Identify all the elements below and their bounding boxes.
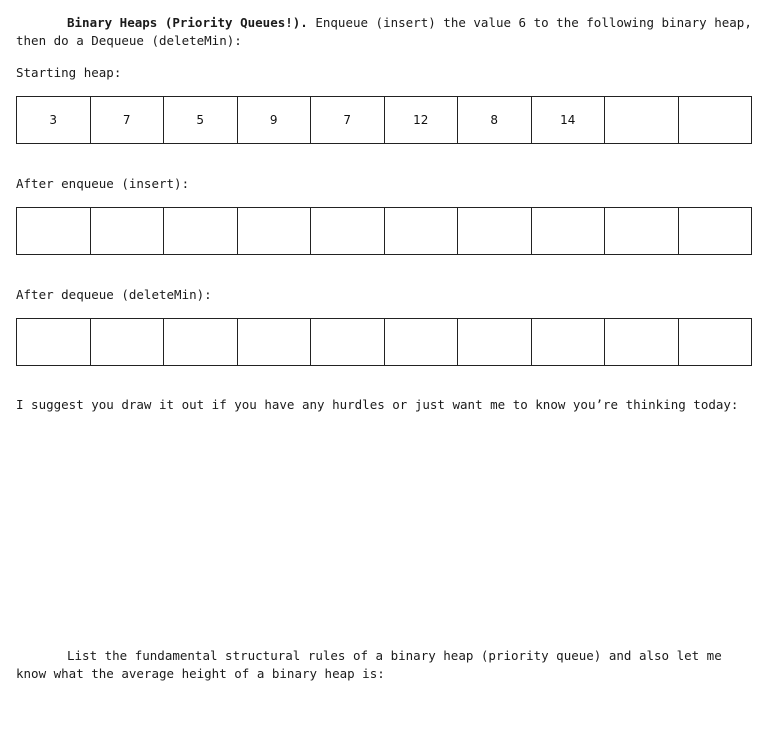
heap-answer-cell[interactable] xyxy=(91,208,165,254)
question-1-title: Binary Heaps (Priority Queues!). xyxy=(67,15,308,30)
question-1-text: Enqueue (insert) the value 6 to the following binary heap, xyxy=(307,15,752,30)
heap-answer-cell[interactable] xyxy=(532,319,606,365)
after-dequeue-array[interactable] xyxy=(16,318,752,366)
starting-heap-array xyxy=(16,96,752,144)
heap-answer-cell[interactable] xyxy=(532,208,606,254)
heap-answer-cell[interactable] xyxy=(679,319,752,365)
question-2-text: List the fundamental structural rules of a binary heap (priority queue) and also let me xyxy=(67,648,722,663)
question-1-prompt xyxy=(16,14,756,50)
heap-answer-cell[interactable] xyxy=(605,319,679,365)
heap-answer-cell[interactable] xyxy=(458,319,532,365)
heap-cell: 14 xyxy=(532,97,606,143)
heap-cell: 5 xyxy=(164,97,238,143)
heap-cell: 8 xyxy=(458,97,532,143)
heap-cell: 9 xyxy=(238,97,312,143)
heap-cell: 3 xyxy=(17,97,91,143)
heap-cell: 7 xyxy=(311,97,385,143)
after-dequeue-label: After dequeue (deleteMin): xyxy=(16,287,212,302)
question-2-prompt xyxy=(16,647,756,683)
heap-answer-cell[interactable] xyxy=(238,319,312,365)
question-1-text-line2: then do a Dequeue (deleteMin): xyxy=(16,33,242,48)
heap-answer-cell[interactable] xyxy=(385,319,459,365)
heap-answer-cell[interactable] xyxy=(238,208,312,254)
heap-answer-cell[interactable] xyxy=(385,208,459,254)
heap-answer-cell[interactable] xyxy=(164,208,238,254)
heap-cell xyxy=(605,97,679,143)
heap-answer-cell[interactable] xyxy=(311,319,385,365)
after-enqueue-label: After enqueue (insert): xyxy=(16,176,190,191)
heap-answer-cell[interactable] xyxy=(311,208,385,254)
heap-answer-cell[interactable] xyxy=(164,319,238,365)
heap-answer-cell[interactable] xyxy=(91,319,165,365)
question-2-text-line2: know what the average height of a binary heap is: xyxy=(16,666,385,681)
heap-answer-cell[interactable] xyxy=(458,208,532,254)
suggestion-text: I suggest you draw it out if you have any hurdles or just want me to know you’re thinking today: xyxy=(16,397,739,412)
heap-answer-cell[interactable] xyxy=(17,319,91,365)
heap-cell: 7 xyxy=(91,97,165,143)
heap-cell: 12 xyxy=(385,97,459,143)
after-enqueue-array[interactable] xyxy=(16,207,752,255)
heap-answer-cell[interactable] xyxy=(17,208,91,254)
heap-cell xyxy=(679,97,752,143)
heap-answer-cell[interactable] xyxy=(679,208,752,254)
starting-heap-label: Starting heap: xyxy=(16,65,122,80)
heap-answer-cell[interactable] xyxy=(605,208,679,254)
